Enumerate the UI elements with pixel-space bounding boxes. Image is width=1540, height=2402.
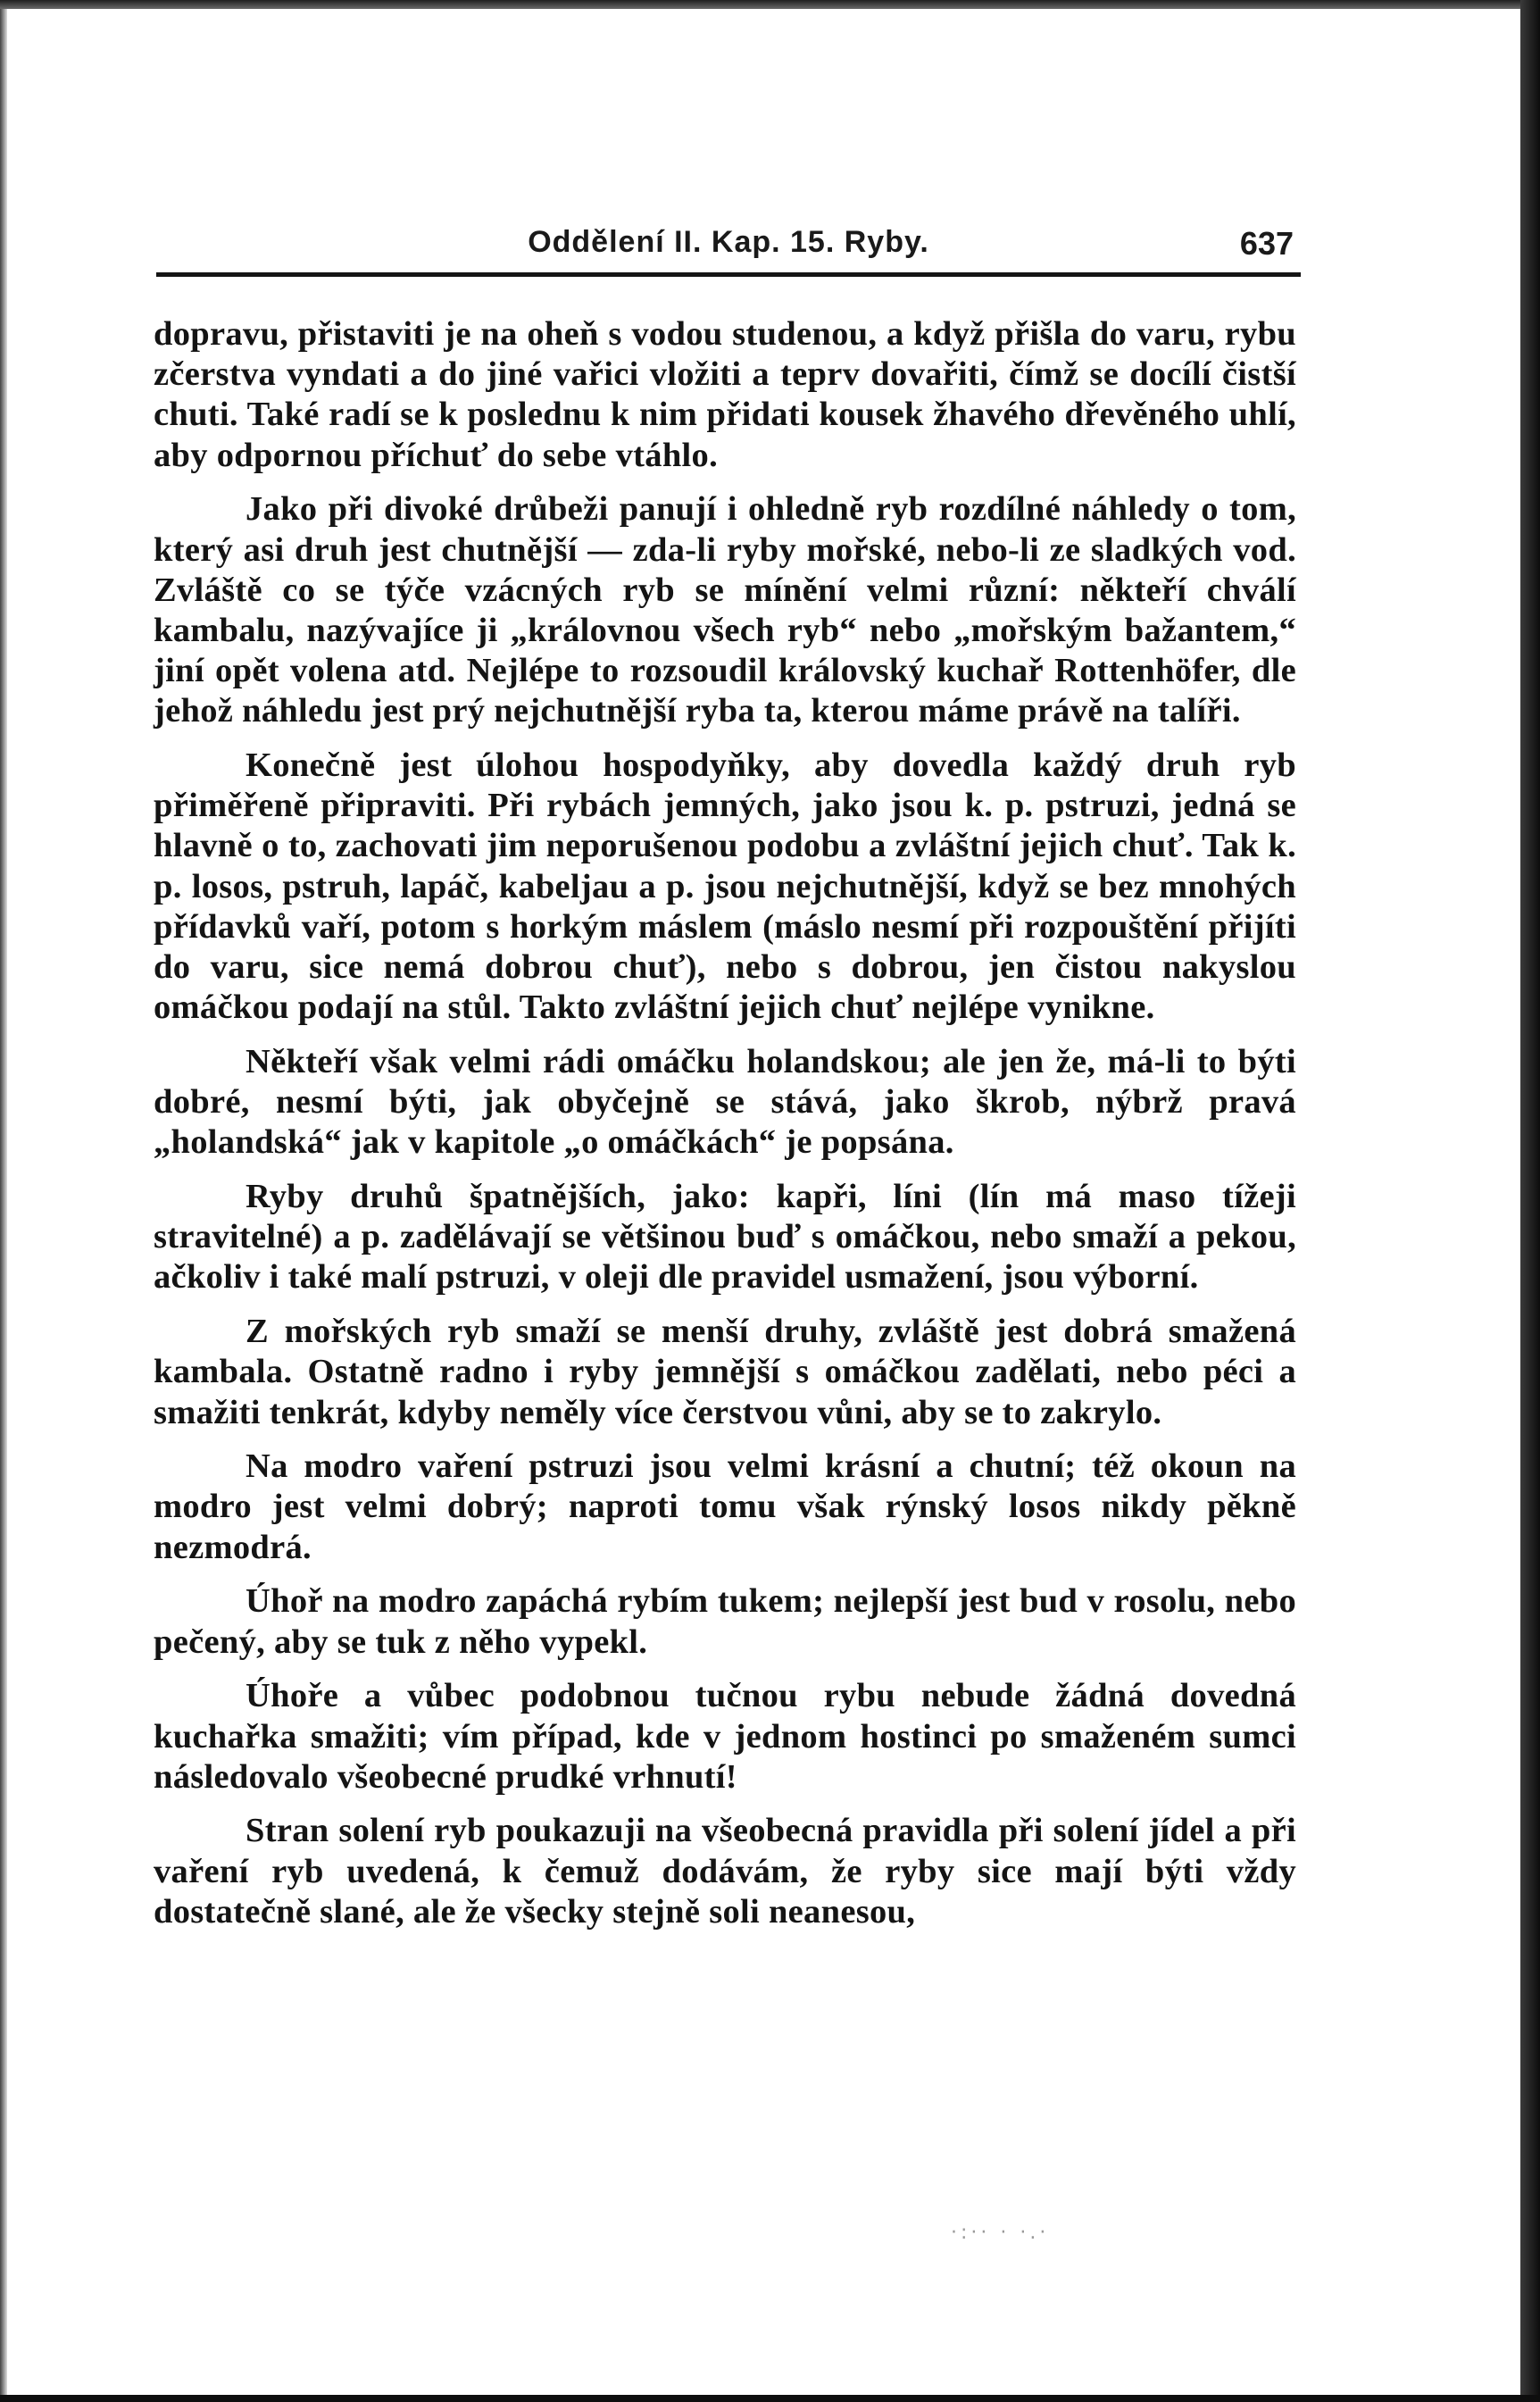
paragraph: dopravu, přistaviti je na oheň s vodou studenou, a když přišla do varu, rybu zčerstva vyndati a do jiné vařici vložiti a teprv dovařiti, čímž se docílí čistší chuti. Také radí se k poslednu k nim přidati kousek žhavého dřevěného uhlí, aby odpornou příchuť do sebe vtáhlo. — [154, 315, 1296, 474]
paragraph: Úhoř na modro zapáchá rybím tukem; nejlepší jest bud v rosolu, nebo pečený, aby se tuk z něho vypekl. — [154, 1582, 1296, 1661]
body-text — [154, 314, 1296, 1947]
paragraph: Úhoře a vůbec podobnou tučnou rybu nebude žádná dovedná kuchařka smažiti; vím případ, kde v jednom hostinci po smaženém sumci následovalo všeobecné prudké vrhnutí! — [154, 1677, 1296, 1796]
page-header — [156, 225, 1301, 270]
paragraph: Ryby druhů špatnějších, jako: kapři, líni (lín má maso tížeji stravitelné) a p. zadělávají se většinou buď s omáčkou, nebo smaží a pekou, ačkoliv i také malí pstruzi, v oleji dle pravidel usmažení, jsou výborní. — [154, 1178, 1296, 1297]
page-bottom-edge — [0, 2395, 1540, 2402]
page-left-shadow — [0, 0, 7, 2402]
paragraph: Někteří však velmi rádi omáčku holandskou; ale jen že, má-li to býti dobré, nesmí býti, jak obyčejně se stává, jako škrob, nýbrž pravá „holandská“ jak v kapitole „o omáčkách“ je popsána. — [154, 1042, 1296, 1162]
paragraph: Jako při divoké drůbeži panují i ohledně ryb rozdílné náhledy o tom, který asi druh jest chutnější — zda-li ryby mořské, nebo-li ze sladkých vod. Zvláště co se týče vzácných ryb se mínění velmi různí: někteří chválí kambalu, nazývajíce ji „královnou všech ryb“ nebo „mořským bažantem,“ jiní opět volena atd. Nejlépe to rozsoudil královský kuchař Rottenhöfer, dle jehož náhledu jest prý nejchutnější ryba ta, kterou máme právě na talíři. — [154, 490, 1296, 730]
scan-specks: ·:·· · ·.· — [951, 2222, 1050, 2244]
running-title: Oddělení II. Kap. 15. Ryby. — [528, 225, 929, 259]
header-rule — [156, 272, 1301, 277]
paragraph: Stran solení ryb poukazuji na všeobecná pravidla při solení jídel a při vaření ryb uvedená, k čemuž dodávám, že ryby sice mají býti vždy dostatečně slané, ale že všecky stejně soli neanesou, — [154, 1812, 1296, 1931]
paragraph: Konečně jest úlohou hospodyňky, aby dovedla každý druh ryb přiměřeně připraviti. Při rybách jemných, jako jsou k. p. pstruzi, jedná se hlavně o to, zachovati jim neporušenou podobu a zvláštní jejich chuť. Tak k. p. losos, pstruh, lapáč, kabeljau a p. jsou nejchutnější, když se bez mnohých přídavků vaří, potom s horkým máslem (máslo nesmí při rozpouštění přijíti do varu, sice nemá dobrou chuť), nebo s dobrou, jen čistou nakyslou omáčkou podají na stůl. Takto zvláštní jejich chuť nejlépe vynikne. — [154, 746, 1296, 1027]
page-right-edge — [1520, 0, 1540, 2402]
paragraph: Z mořských ryb smaží se menší druhy, zvláště jest dobrá smažená kambala. Ostatně radno i ryby jemnější s omáčkou zadělati, nebo péci a smažiti tenkrát, kdyby neměly více čerstvou vůni, aby se to zakrylo. — [154, 1313, 1296, 1431]
page-top-shadow — [0, 0, 1540, 9]
page-number: 637 — [1239, 225, 1294, 262]
paragraph: Na modro vaření pstruzi jsou velmi krásní a chutní; též okoun na modro jest velmi dobrý; naproti tomu však rýnský losos nikdy pěkně nezmodrá. — [154, 1447, 1296, 1566]
